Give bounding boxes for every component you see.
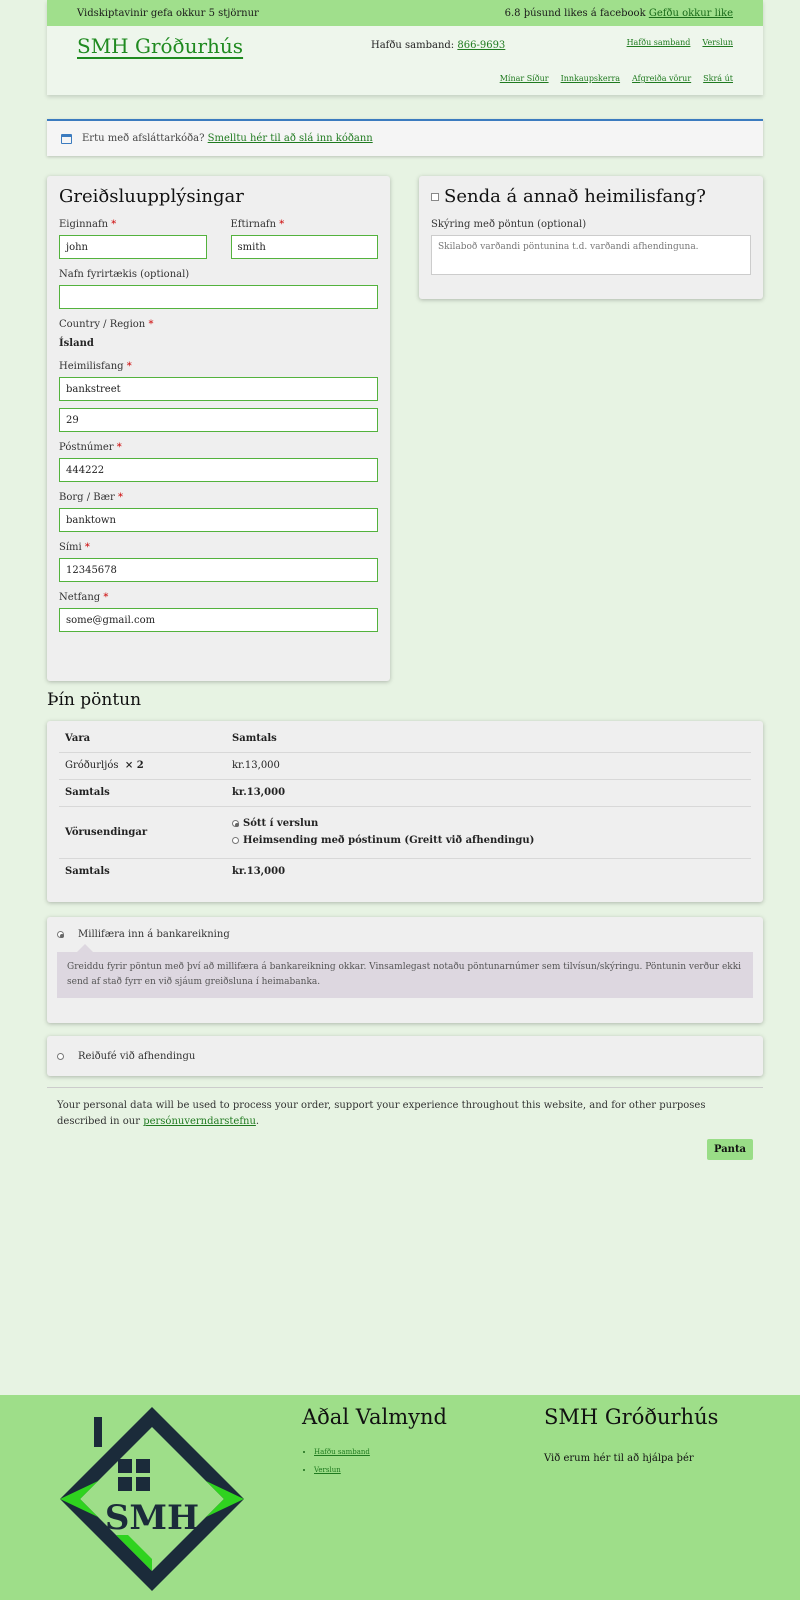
shipping-option-pickup[interactable]: Sótt í verslun — [232, 818, 745, 829]
privacy-policy-link[interactable]: persónuverndarstefnu — [143, 1116, 256, 1127]
nav-my-pages[interactable]: Mínar Síður — [499, 74, 549, 83]
first-name-field[interactable]: john — [59, 235, 207, 259]
coupon-text: Ertu með afsláttarkóða? — [82, 133, 205, 144]
rating-text: Vidskiptavinir gefa okkur 5 stjörnur — [77, 7, 259, 19]
place-order-button[interactable]: Panta — [707, 1139, 753, 1160]
site-header — [47, 0, 763, 95]
postcode-label: Póstnúmer * — [59, 442, 122, 453]
divider — [47, 1087, 763, 1088]
footer-company-title: SMH Gróðurhús — [544, 1405, 719, 1429]
phone-field[interactable]: 12345678 — [59, 558, 378, 582]
ship-different-checkbox[interactable] — [431, 193, 439, 201]
address-line1-field[interactable]: bankstreet — [59, 377, 378, 401]
footer-company-text: Við erum hér til að hjálpa þér — [544, 1453, 694, 1464]
payment-cod-card — [47, 1036, 763, 1076]
site-logo-text[interactable]: SMH Gróðurhús — [77, 34, 244, 58]
item-qty: × 2 — [124, 760, 144, 771]
privacy-notice: Your personal data will be used to process your order, support your experience throughout this website, and for other purposes described in our persónuverndarstefnu. — [57, 1100, 706, 1127]
address-label: Heimilisfang * — [59, 361, 132, 372]
country-label: Country / Region * — [59, 319, 154, 330]
bank-radio[interactable] — [57, 931, 64, 938]
nav-shop[interactable]: Verslun — [702, 38, 733, 47]
pickup-radio[interactable] — [232, 820, 239, 827]
company-field[interactable] — [59, 285, 378, 309]
subtotal-value: kr.13,000 — [226, 779, 751, 806]
city-label: Borg / Bær * — [59, 492, 123, 503]
cod-radio[interactable] — [57, 1053, 64, 1060]
contact-phone-link[interactable]: 866-9693 — [457, 40, 506, 51]
footer-menu-title: Aðal Valmynd — [302, 1405, 447, 1429]
account-nav — [500, 74, 733, 83]
cod-label: Reiðufé við afhendingu — [78, 1050, 196, 1062]
first-name-label: Eiginnafn * — [59, 219, 117, 230]
bank-description: Greiddu fyrir pöntun með því að millifæra á bankareikning okkar. Vinsamlegast notaðu pöntunarnúmer sem tilvísun/skýringu. Pöntunin verður ekki send af stað fyrr en við sjáum greiðsluna í heimabanka. — [57, 952, 753, 998]
item-name: Gróðurljós — [65, 760, 119, 771]
address-line2-field[interactable]: 29 — [59, 408, 378, 432]
payment-bank-card — [47, 917, 763, 1023]
shipping-label: Vörusendingar — [59, 806, 226, 858]
order-review-card — [47, 721, 763, 902]
delivery-radio[interactable] — [232, 837, 239, 844]
bank-label: Millifæra inn á bankareikning — [78, 929, 230, 940]
subtotal-label: Samtals — [59, 779, 226, 806]
footer-company — [544, 1405, 718, 1464]
total-row — [59, 858, 751, 885]
last-name-label: Eftirnafn * — [230, 219, 285, 230]
payment-option-cod[interactable] — [57, 1051, 195, 1062]
order-heading: Þín pöntun — [47, 690, 142, 710]
table-row — [59, 752, 751, 779]
billing-card — [47, 176, 390, 681]
country-value: Ísland — [59, 338, 94, 349]
likes-text: 6.8 þúsund likes á facebook — [504, 7, 646, 19]
table-header-row — [59, 725, 751, 752]
primary-nav — [627, 38, 733, 47]
item-cell — [59, 752, 226, 779]
col-total: Samtals — [226, 725, 751, 752]
billing-title: Greiðsluupplýsingar — [59, 186, 244, 207]
company-label: Nafn fyrirtækis (optional) — [59, 269, 190, 280]
like-link[interactable]: Gefðu okkur like — [648, 7, 733, 19]
shipping-option-delivery[interactable]: Heimsending með póstinum (Greitt við afhendingu) — [232, 835, 745, 846]
site-footer — [0, 1395, 800, 1600]
city-field[interactable]: banktown — [59, 508, 378, 532]
total-label: Samtals — [65, 866, 110, 878]
order-notes-label: Skýring með pöntun (optional) — [431, 219, 587, 230]
subtotal-row — [59, 779, 751, 806]
footer-link-shop[interactable]: Verslun — [314, 1466, 341, 1474]
footer-link-contact[interactable]: Hafðu samband — [314, 1448, 370, 1456]
logo-text: SMH — [104, 1498, 200, 1538]
order-notes-textarea[interactable]: Skilaboð varðandi pöntunina t.d. varðandi afhendinguna. — [431, 235, 751, 275]
payment-option-bank[interactable] — [57, 929, 753, 940]
phone-label: Sími * — [59, 542, 90, 553]
coupon-notice — [47, 119, 763, 156]
contact-label: Hafðu samband: — [371, 40, 455, 51]
total-value: kr.13,000 — [232, 866, 286, 878]
ship-different-address — [431, 186, 751, 207]
nav-logout[interactable]: Skrá út — [703, 74, 733, 83]
smh-logo — [56, 1403, 248, 1595]
nav-checkout[interactable]: Afgreiða vörur — [632, 74, 692, 83]
order-table — [59, 725, 751, 885]
nav-contact[interactable]: Hafðu samband — [626, 38, 691, 47]
calendar-icon — [61, 134, 72, 144]
facebook-likes — [505, 8, 733, 19]
email-field[interactable]: some@gmail.com — [59, 608, 378, 632]
shipping-card — [419, 176, 763, 299]
brand-row — [47, 26, 763, 95]
coupon-link[interactable]: Smelltu hér til að slá inn kóðann — [207, 133, 373, 144]
col-product: Vara — [59, 725, 226, 752]
nav-cart[interactable]: Innkaupskerra — [560, 74, 621, 83]
last-name-field[interactable]: smith — [231, 235, 379, 259]
email-label: Netfang * — [59, 592, 109, 603]
shipping-row — [59, 806, 751, 858]
top-bar — [47, 0, 763, 26]
item-total: kr.13,000 — [226, 752, 751, 779]
contact-info — [371, 40, 505, 51]
footer-menu — [302, 1405, 447, 1479]
footer-menu-list — [302, 1443, 447, 1479]
ship-different-label: Senda á annað heimilisfang? — [444, 186, 706, 207]
postcode-field[interactable]: 444222 — [59, 458, 378, 482]
